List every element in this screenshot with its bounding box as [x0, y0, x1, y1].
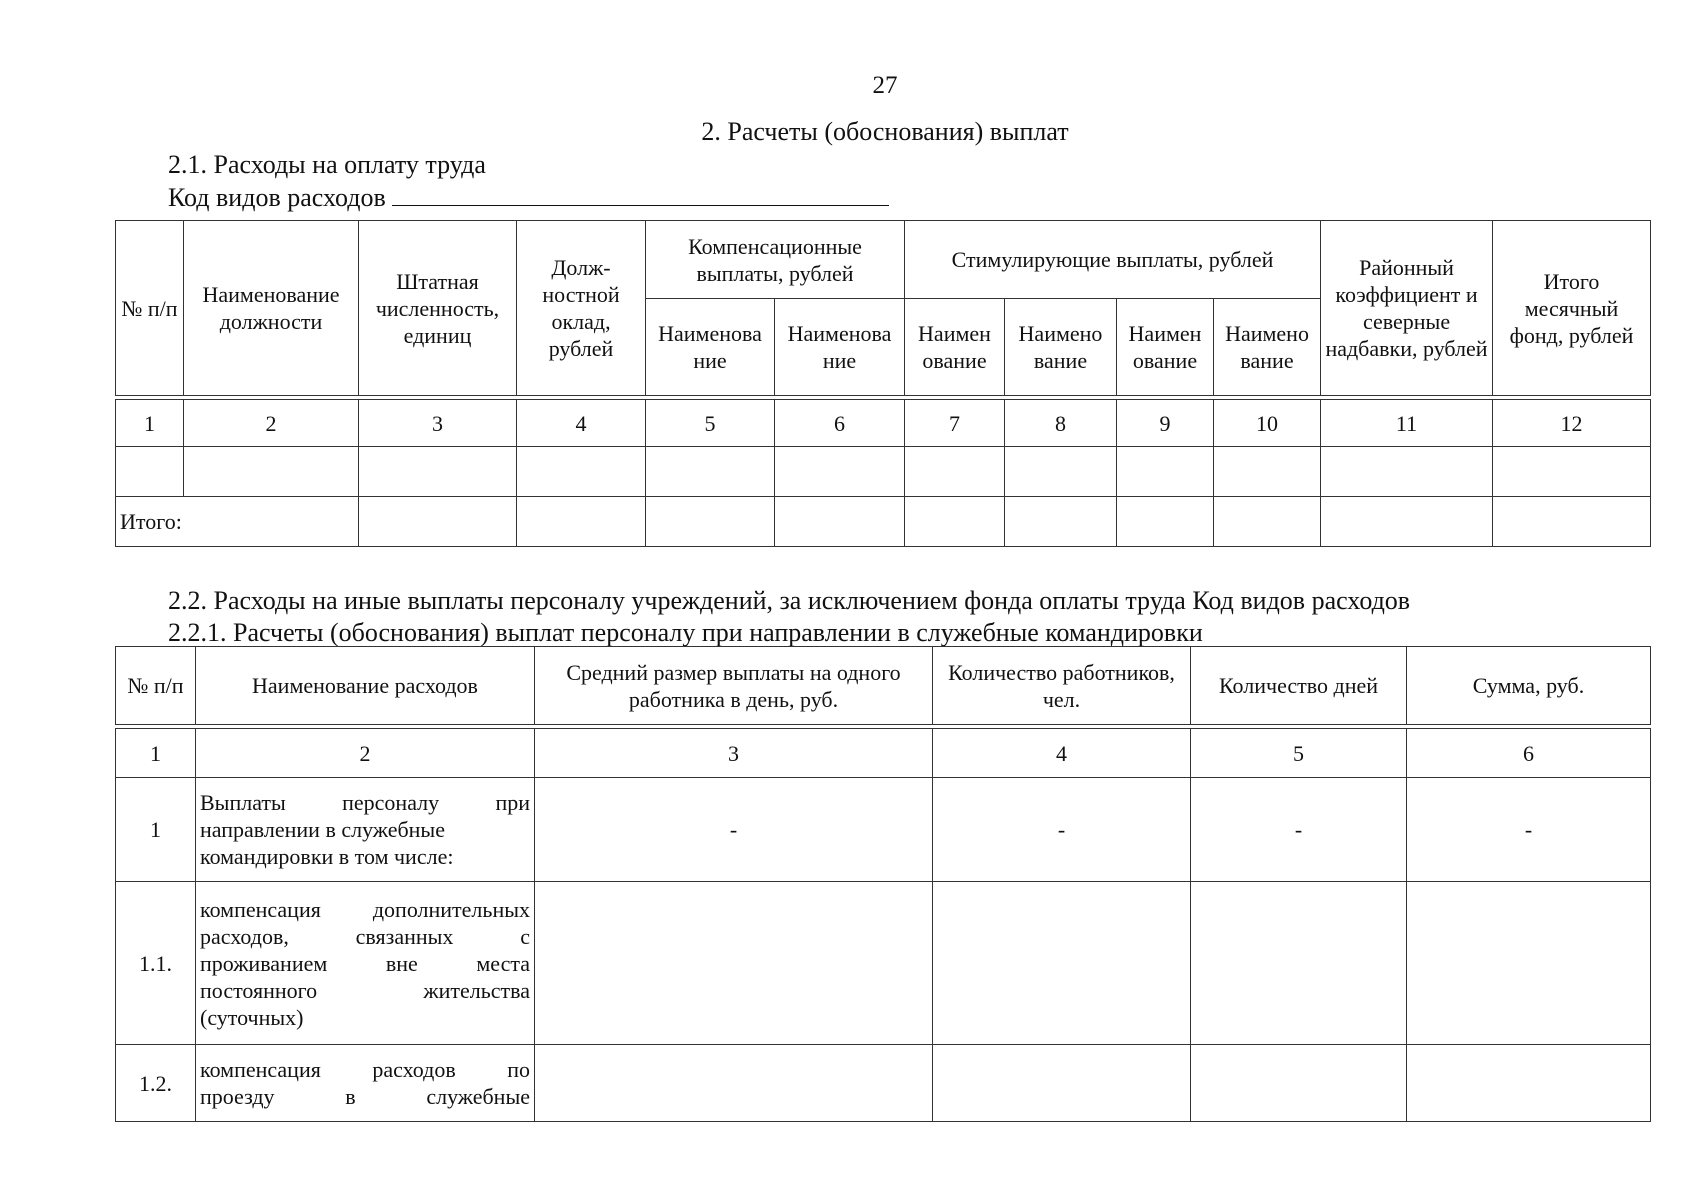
name-line: проезду в служебные — [200, 1084, 530, 1109]
subheader-cell: Наимен ование — [1117, 299, 1214, 396]
subheader-cell: Наименова ние — [775, 299, 905, 396]
total-label: Итого: — [116, 497, 359, 547]
column-number: 1 — [116, 400, 184, 447]
row-expense-name — [196, 778, 535, 882]
name-line: Выплаты персоналу при — [200, 790, 530, 815]
row-expense-name — [196, 882, 535, 1045]
column-number: 5 — [1191, 729, 1407, 778]
empty-cell — [184, 447, 359, 497]
empty-cell — [359, 447, 517, 497]
header-num: № п/п — [116, 221, 184, 396]
empty-cell — [646, 497, 775, 547]
column-number: 6 — [1407, 729, 1651, 778]
header-expense-name: Наименование расходов — [196, 647, 535, 725]
header-num: № п/п — [116, 647, 196, 725]
empty-cell — [775, 497, 905, 547]
empty-cell — [517, 447, 646, 497]
empty-cell — [359, 497, 517, 547]
table-row — [116, 1045, 1651, 1122]
header-compensation: Компенсационные выплаты, рублей — [646, 221, 905, 299]
empty-cell — [1321, 497, 1493, 547]
empty-cell — [905, 497, 1005, 547]
header-position: Наименование должности — [184, 221, 359, 396]
business-trip-table — [115, 646, 1651, 1122]
empty-cell — [905, 447, 1005, 497]
empty-cell — [1493, 497, 1651, 547]
subheader-cell: Наименова ние — [646, 299, 775, 396]
empty-cell — [775, 447, 905, 497]
empty-cell — [646, 447, 775, 497]
column-number: 3 — [359, 400, 517, 447]
empty-cell — [517, 497, 646, 547]
subheader-cell: Наимено вание — [1214, 299, 1321, 396]
name-line: (суточных) — [200, 1004, 304, 1030]
subheader-cell: Наимен ование — [905, 299, 1005, 396]
column-number-row — [116, 729, 1651, 778]
header-workers: Количество работников, чел. — [933, 647, 1191, 725]
empty-cell — [1117, 497, 1214, 547]
subsection-2-1-title: 2.1. Расходы на оплату труда — [168, 150, 486, 179]
row-expense-name — [196, 1045, 535, 1122]
row-value — [1407, 1045, 1651, 1122]
total-row — [116, 497, 1651, 547]
column-number: 5 — [646, 400, 775, 447]
row-value — [535, 1045, 933, 1122]
subheader-cell: Наимено вание — [1005, 299, 1117, 396]
header-average-payment: Средний размер выплаты на одного работника в день, руб. — [535, 647, 933, 725]
column-number: 4 — [933, 729, 1191, 778]
row-num: 1.1. — [116, 882, 196, 1045]
column-number: 1 — [116, 729, 196, 778]
column-number-row — [116, 400, 1651, 447]
column-number: 8 — [1005, 400, 1117, 447]
row-value — [1191, 882, 1407, 1045]
row-value: - — [535, 778, 933, 882]
header-sum: Сумма, руб. — [1407, 647, 1651, 725]
header-total-fund: Итого месячный фонд, рублей — [1493, 221, 1651, 396]
header-staff: Штатная численность, единиц — [359, 221, 517, 396]
header-salary: Долж-ностной оклад, рублей — [517, 221, 646, 396]
column-number: 10 — [1214, 400, 1321, 447]
empty-cell — [1214, 497, 1321, 547]
empty-cell — [1493, 447, 1651, 497]
header-days: Количество дней — [1191, 647, 1407, 725]
column-number: 9 — [1117, 400, 1214, 447]
expense-code-label: Код видов расходов — [168, 183, 386, 212]
table-header-row — [116, 647, 1651, 725]
row-num: 1.2. — [116, 1045, 196, 1122]
row-value — [933, 1045, 1191, 1122]
expense-code-line — [168, 183, 889, 213]
empty-cell — [1321, 447, 1493, 497]
row-value — [535, 882, 933, 1045]
subsection-2-2-title: 2.2. Расходы на иные выплаты персоналу учреждений, за исключением фонда оплаты труда Код видов расходов — [168, 586, 1411, 615]
empty-cell — [1214, 447, 1321, 497]
table-row — [116, 447, 1651, 497]
name-line: направлении в служебные — [200, 817, 445, 842]
column-number: 3 — [535, 729, 933, 778]
header-stimulating: Стимулирующие выплаты, рублей — [905, 221, 1321, 299]
expense-code-field — [392, 185, 889, 206]
column-number: 12 — [1493, 400, 1651, 447]
subsection-2-2-1-title: 2.2.1. Расчеты (обоснования) выплат персоналу при направлении в служебные командировки — [168, 618, 1203, 647]
row-value: - — [1191, 778, 1407, 882]
name-line: компенсация расходов по — [200, 1057, 530, 1082]
row-value — [933, 882, 1191, 1045]
empty-cell — [1005, 497, 1117, 547]
name-line: командировки в том числе: — [200, 844, 454, 869]
row-num: 1 — [116, 778, 196, 882]
table-row — [116, 778, 1651, 882]
row-value — [1191, 1045, 1407, 1122]
name-line: расходов, связанных с — [200, 923, 530, 949]
column-number: 2 — [196, 729, 535, 778]
table-row — [116, 882, 1651, 1045]
name-line: проживанием вне места — [200, 950, 530, 976]
row-value: - — [933, 778, 1191, 882]
column-number: 4 — [517, 400, 646, 447]
column-number: 2 — [184, 400, 359, 447]
table-header-row — [116, 221, 1651, 299]
name-line: компенсация дополнительных — [200, 896, 530, 922]
column-number: 11 — [1321, 400, 1493, 447]
empty-cell — [1117, 447, 1214, 497]
empty-cell — [116, 447, 184, 497]
row-value — [1407, 882, 1651, 1045]
empty-cell — [1005, 447, 1117, 497]
column-number: 7 — [905, 400, 1005, 447]
page-number: 27 — [872, 72, 898, 99]
section-title: 2. Расчеты (обоснования) выплат — [701, 117, 1069, 146]
column-number: 6 — [775, 400, 905, 447]
name-line: постоянного жительства — [200, 977, 530, 1003]
row-value: - — [1407, 778, 1651, 882]
labor-costs-table — [115, 220, 1651, 547]
header-regional: Районный коэффициент и северные надбавки, рублей — [1321, 221, 1493, 396]
